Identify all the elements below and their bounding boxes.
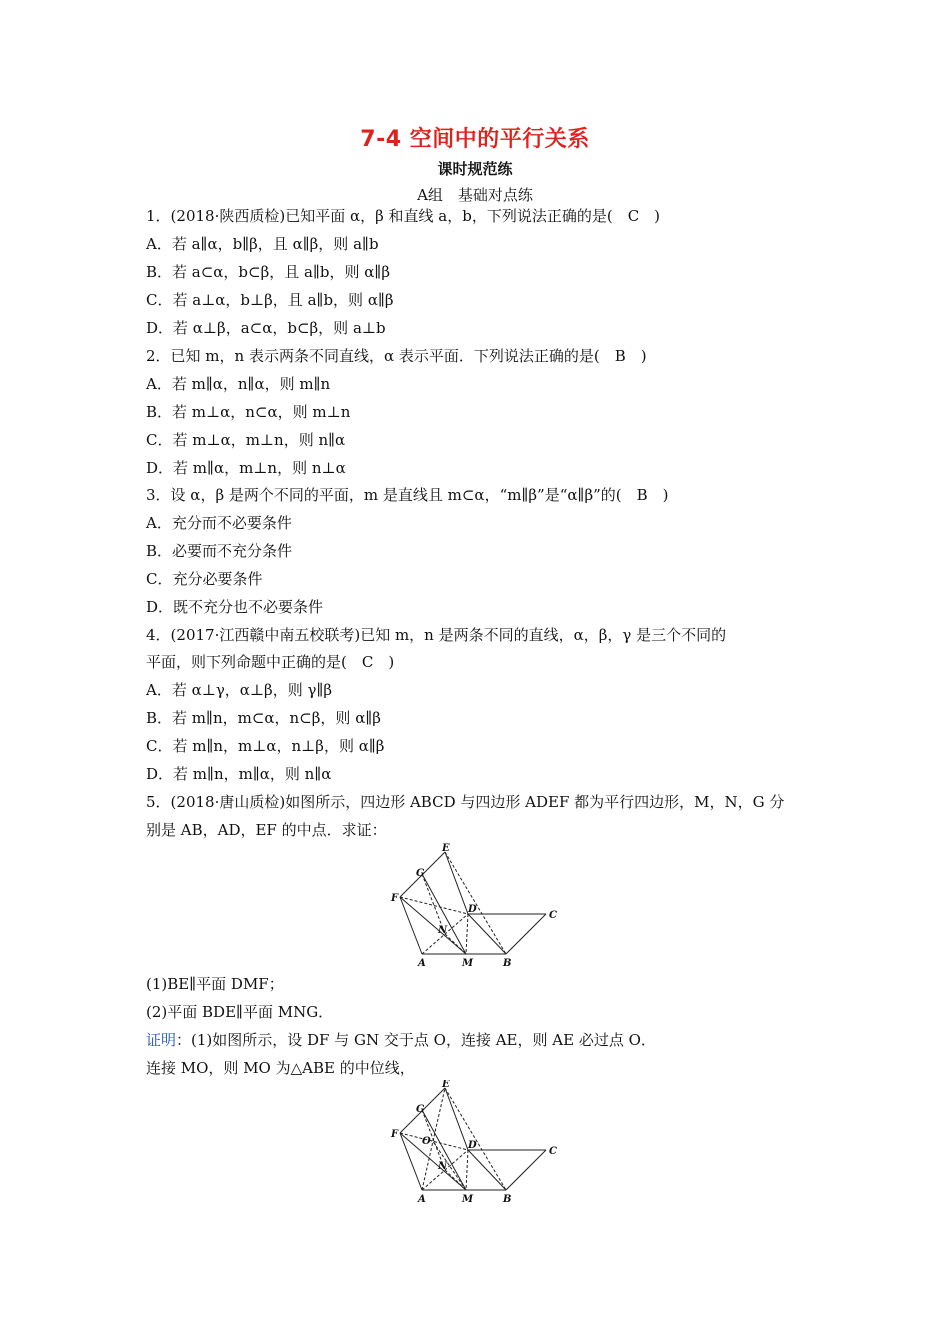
fig2-edge-db	[468, 1150, 506, 1190]
q3-option-b: B．必要而不充分条件	[146, 542, 293, 560]
fig2-label-g: G	[416, 1104, 425, 1115]
q3-option-a: A．充分而不必要条件	[146, 514, 292, 532]
fig1-label-c: C	[549, 910, 557, 921]
q2-option-b: B．若 m⊥α，n⊂α，则 m⊥n	[146, 403, 351, 421]
fig1-label-e: E	[442, 843, 450, 854]
q4-option-b: B．若 m∥n，m⊂α，n⊂β，则 α∥β	[146, 709, 381, 727]
q5-stem-line1: 5．(2018·唐山质检)如图所示，四边形 ABCD 与四边形 ADEF 都为平行四边形，M，N，G 分	[146, 793, 785, 811]
q5-part-2: (2)平面 BDE∥平面 MNG．	[146, 1003, 334, 1021]
geometry-figure-2	[388, 1080, 568, 1208]
q1-option-d: D．若 α⊥β，a⊂α，b⊂β，则 a⊥b	[146, 319, 386, 337]
fig1-edge-fa	[400, 897, 422, 954]
fig1-edge-ed	[445, 852, 468, 914]
geometry-figure-1	[388, 842, 568, 970]
q4-stem-line2: 平面，则下列命题中正确的是( C )	[146, 653, 395, 671]
fig1-edge-bc	[506, 914, 546, 954]
fig2-label-b: B	[503, 1194, 512, 1205]
q3-stem: 3．设 α，β 是两个不同的平面，m 是直线且 m⊂α，“m∥β”是“α∥β”的( B )	[146, 486, 669, 504]
page-title: 7-4 空间中的平行关系	[360, 127, 590, 152]
q4-option-d: D．若 m∥n，m∥α，则 n∥α	[146, 765, 332, 783]
fig2-edge-gm	[422, 1110, 466, 1190]
q4-stem-line1: 4．(2017·江西赣中南五校联考)已知 m，n 是两条不同的直线，α，β，γ 是三个不同的	[146, 626, 727, 644]
fig2-edge-fm	[400, 1133, 466, 1190]
q1-stem: 1．(2018·陕西质检)已知平面 α，β 和直线 a，b，下列说法正确的是( C )	[146, 207, 661, 225]
fig2-label-e: E	[442, 1080, 450, 1090]
q2-option-c: C．若 m⊥α，m⊥n，则 n∥α	[146, 431, 346, 449]
q2-option-d: D．若 m∥α，m⊥n，则 n⊥α	[146, 459, 346, 477]
fig1-edge-gm	[422, 874, 466, 954]
proof-label: 证明	[146, 1031, 177, 1049]
q5-part-1: (1)BE∥平面 DMF；	[146, 975, 284, 993]
group-heading: A组 基础对点练	[417, 186, 533, 204]
q5-stem-line2: 别是 AB，AD，EF 的中点．求证：	[146, 821, 387, 839]
q1-option-b: B．若 a⊂α，b⊂β，且 a∥b，则 α∥β	[146, 263, 391, 281]
fig2-label-m: M	[462, 1194, 474, 1205]
fig1-edge-db	[468, 914, 506, 954]
q1-option-a: A．若 a∥α，b∥β，且 α∥β，则 a∥b	[146, 235, 379, 253]
fig2-label-a: A	[418, 1194, 426, 1205]
proof-line-2: 连接 MO，则 MO 为△ABE 的中位线，	[146, 1059, 415, 1077]
q2-stem: 2．已知 m，n 表示两条不同直线，α 表示平面．下列说法正确的是( B )	[146, 347, 647, 365]
fig1-dash-dm	[466, 914, 468, 954]
fig2-label-n: N	[438, 1161, 448, 1172]
fig2-label-c: C	[549, 1146, 557, 1157]
q1-option-c: C．若 a⊥α，b⊥β，且 a∥b，则 α∥β	[146, 291, 394, 309]
q4-option-a: A．若 α⊥γ，α⊥β，则 γ∥β	[146, 681, 333, 699]
fig2-edge-bc	[506, 1150, 546, 1190]
fig1-label-f: F	[391, 893, 399, 904]
fig1-label-d: D	[468, 904, 477, 915]
fig1-dash-eb	[445, 852, 506, 954]
fig2-label-d: D	[468, 1140, 477, 1151]
fig2-dash-eb	[445, 1088, 506, 1190]
section-subtitle: 课时规范练	[437, 160, 513, 178]
fig1-label-b: B	[503, 958, 512, 969]
q3-option-d: D．既不充分也不必要条件	[146, 598, 324, 616]
fig2-label-o: O	[422, 1136, 431, 1147]
q4-option-c: C．若 m∥n，m⊥α，n⊥β，则 α∥β	[146, 737, 385, 755]
proof-line-1-text: ：(1)如图所示，设 DF 与 GN 交于点 O，连接 AE，则 AE 必过点 O．	[176, 1031, 656, 1049]
fig2-edge-fa	[400, 1133, 422, 1190]
fig1-label-g: G	[416, 868, 425, 879]
q3-option-c: C．充分必要条件	[146, 570, 263, 588]
fig2-label-f: F	[391, 1129, 399, 1140]
fig1-label-m: M	[462, 958, 474, 969]
proof-line-1	[146, 1030, 656, 1050]
fig1-label-a: A	[418, 958, 426, 969]
fig1-edge-fm	[400, 897, 466, 954]
fig2-dash-dm	[466, 1150, 468, 1190]
q2-option-a: A．若 m∥α，n∥α，则 m∥n	[146, 375, 331, 393]
fig1-label-n: N	[438, 925, 448, 936]
fig2-edge-ed	[445, 1088, 468, 1150]
